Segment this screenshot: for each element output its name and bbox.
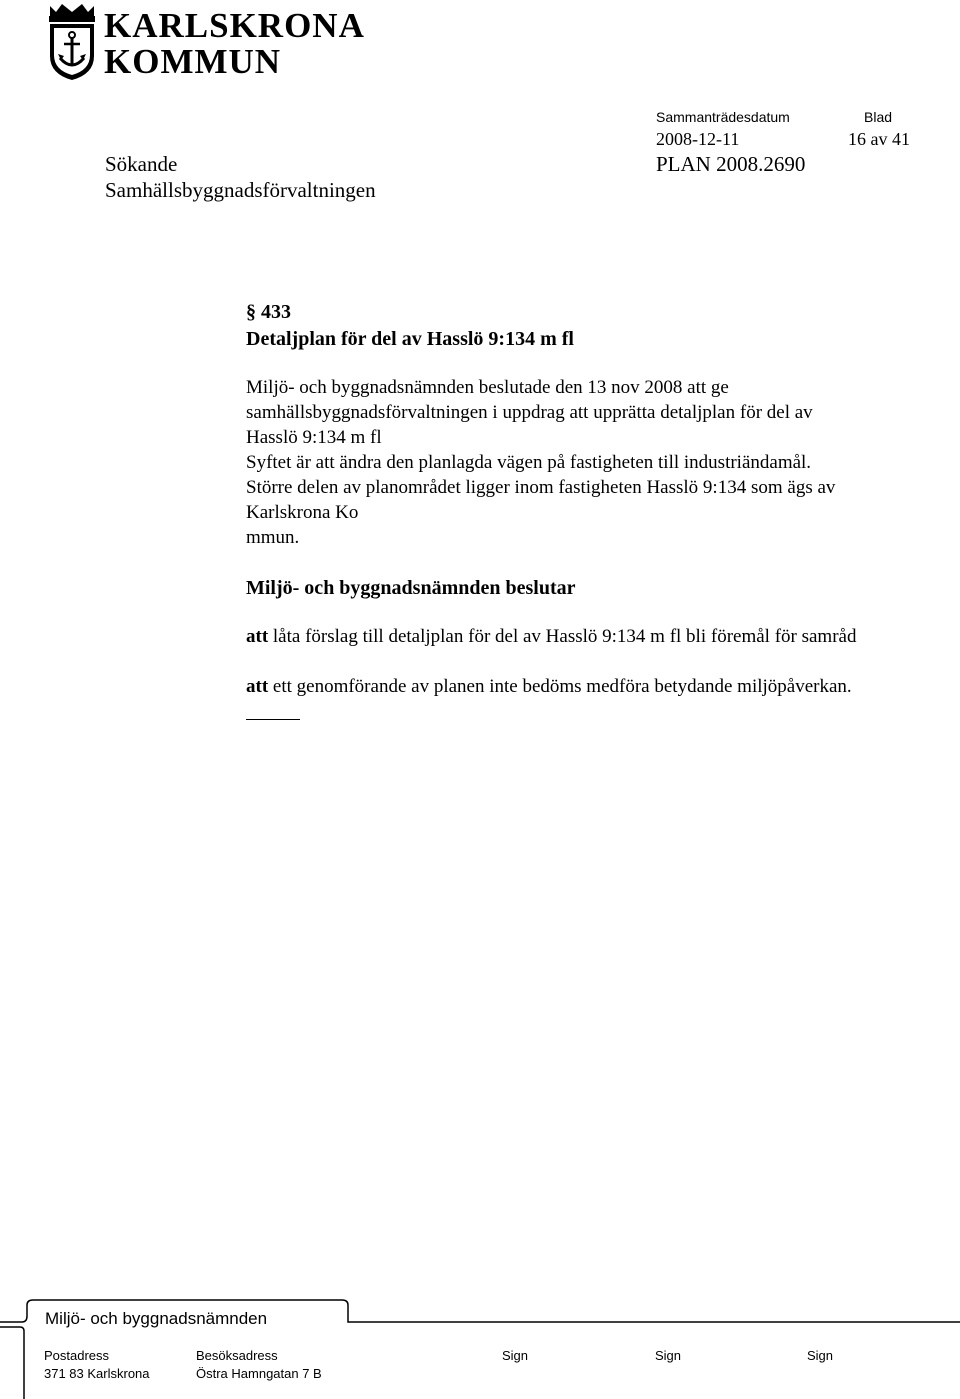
visit-address-value: Östra Hamngatan 7 B	[196, 1366, 322, 1381]
decision-keyword: att	[246, 626, 269, 647]
decision-text: låta förslag till detaljplan för del av Hasslö 9:134 m fl bli föremål för samråd	[268, 626, 857, 647]
body-line: Karlskrona Ko	[246, 502, 359, 523]
body-line: Hasslö 9:134 m fl	[246, 427, 382, 448]
body-line: mmun.	[246, 527, 300, 548]
decision-heading: Miljö- och byggnadsnämnden beslutar	[246, 577, 576, 599]
visit-address-label: Besöksadress	[196, 1348, 278, 1363]
end-rule	[246, 719, 300, 720]
applicant-value: Samhällsbyggnadsförvaltningen	[105, 178, 376, 202]
section-number	[246, 299, 291, 325]
logo-text-kommun: KOMMUN	[104, 42, 282, 81]
section-number-value: 433	[261, 301, 291, 323]
decision-item	[246, 624, 856, 649]
applicant-label: Sökande	[105, 152, 178, 176]
page-number: 16 av 41	[848, 129, 910, 149]
sign-label: Sign	[502, 1348, 529, 1363]
footer-committee: Miljö- och byggnadsnämnden	[45, 1309, 268, 1328]
decision-item	[246, 674, 852, 699]
section-symbol: §	[246, 301, 256, 323]
section-title: Detaljplan för del av Hasslö 9:134 m fl	[246, 328, 574, 350]
sign-label: Sign	[807, 1348, 834, 1363]
municipality-logo	[44, 2, 365, 82]
coat-of-arms-icon	[44, 2, 100, 82]
decision-text: ett genomförande av planen inte bedöms medföra betydande miljöpåverkan.	[268, 676, 852, 697]
meeting-date: 2008-12-11	[656, 129, 740, 149]
meeting-date-label: Sammanträdesdatum	[656, 109, 790, 125]
body-line: samhällsbyggnadsförvaltningen i uppdrag att upprätta detaljplan för del av	[246, 402, 813, 423]
body-line: Syftet är att ändra den planlagda vägen på fastigheten till industriändamål.	[246, 452, 812, 473]
logo-text-karlskrona: KARLSKRONA	[104, 6, 365, 45]
postal-address-value: 371 83 Karlskrona	[44, 1366, 150, 1381]
postal-address-label: Postadress	[44, 1348, 110, 1363]
sign-label: Sign	[655, 1348, 682, 1363]
case-reference: PLAN 2008.2690	[656, 152, 806, 176]
body-line: Större delen av planområdet ligger inom fastigheten Hasslö 9:134 som ägs av	[246, 477, 836, 498]
decision-keyword: att	[246, 676, 269, 697]
body-paragraph	[246, 375, 946, 550]
page-label: Blad	[864, 109, 893, 125]
body-line: Miljö- och byggnadsnämnden beslutade den 13 nov 2008 att ge	[246, 377, 729, 398]
